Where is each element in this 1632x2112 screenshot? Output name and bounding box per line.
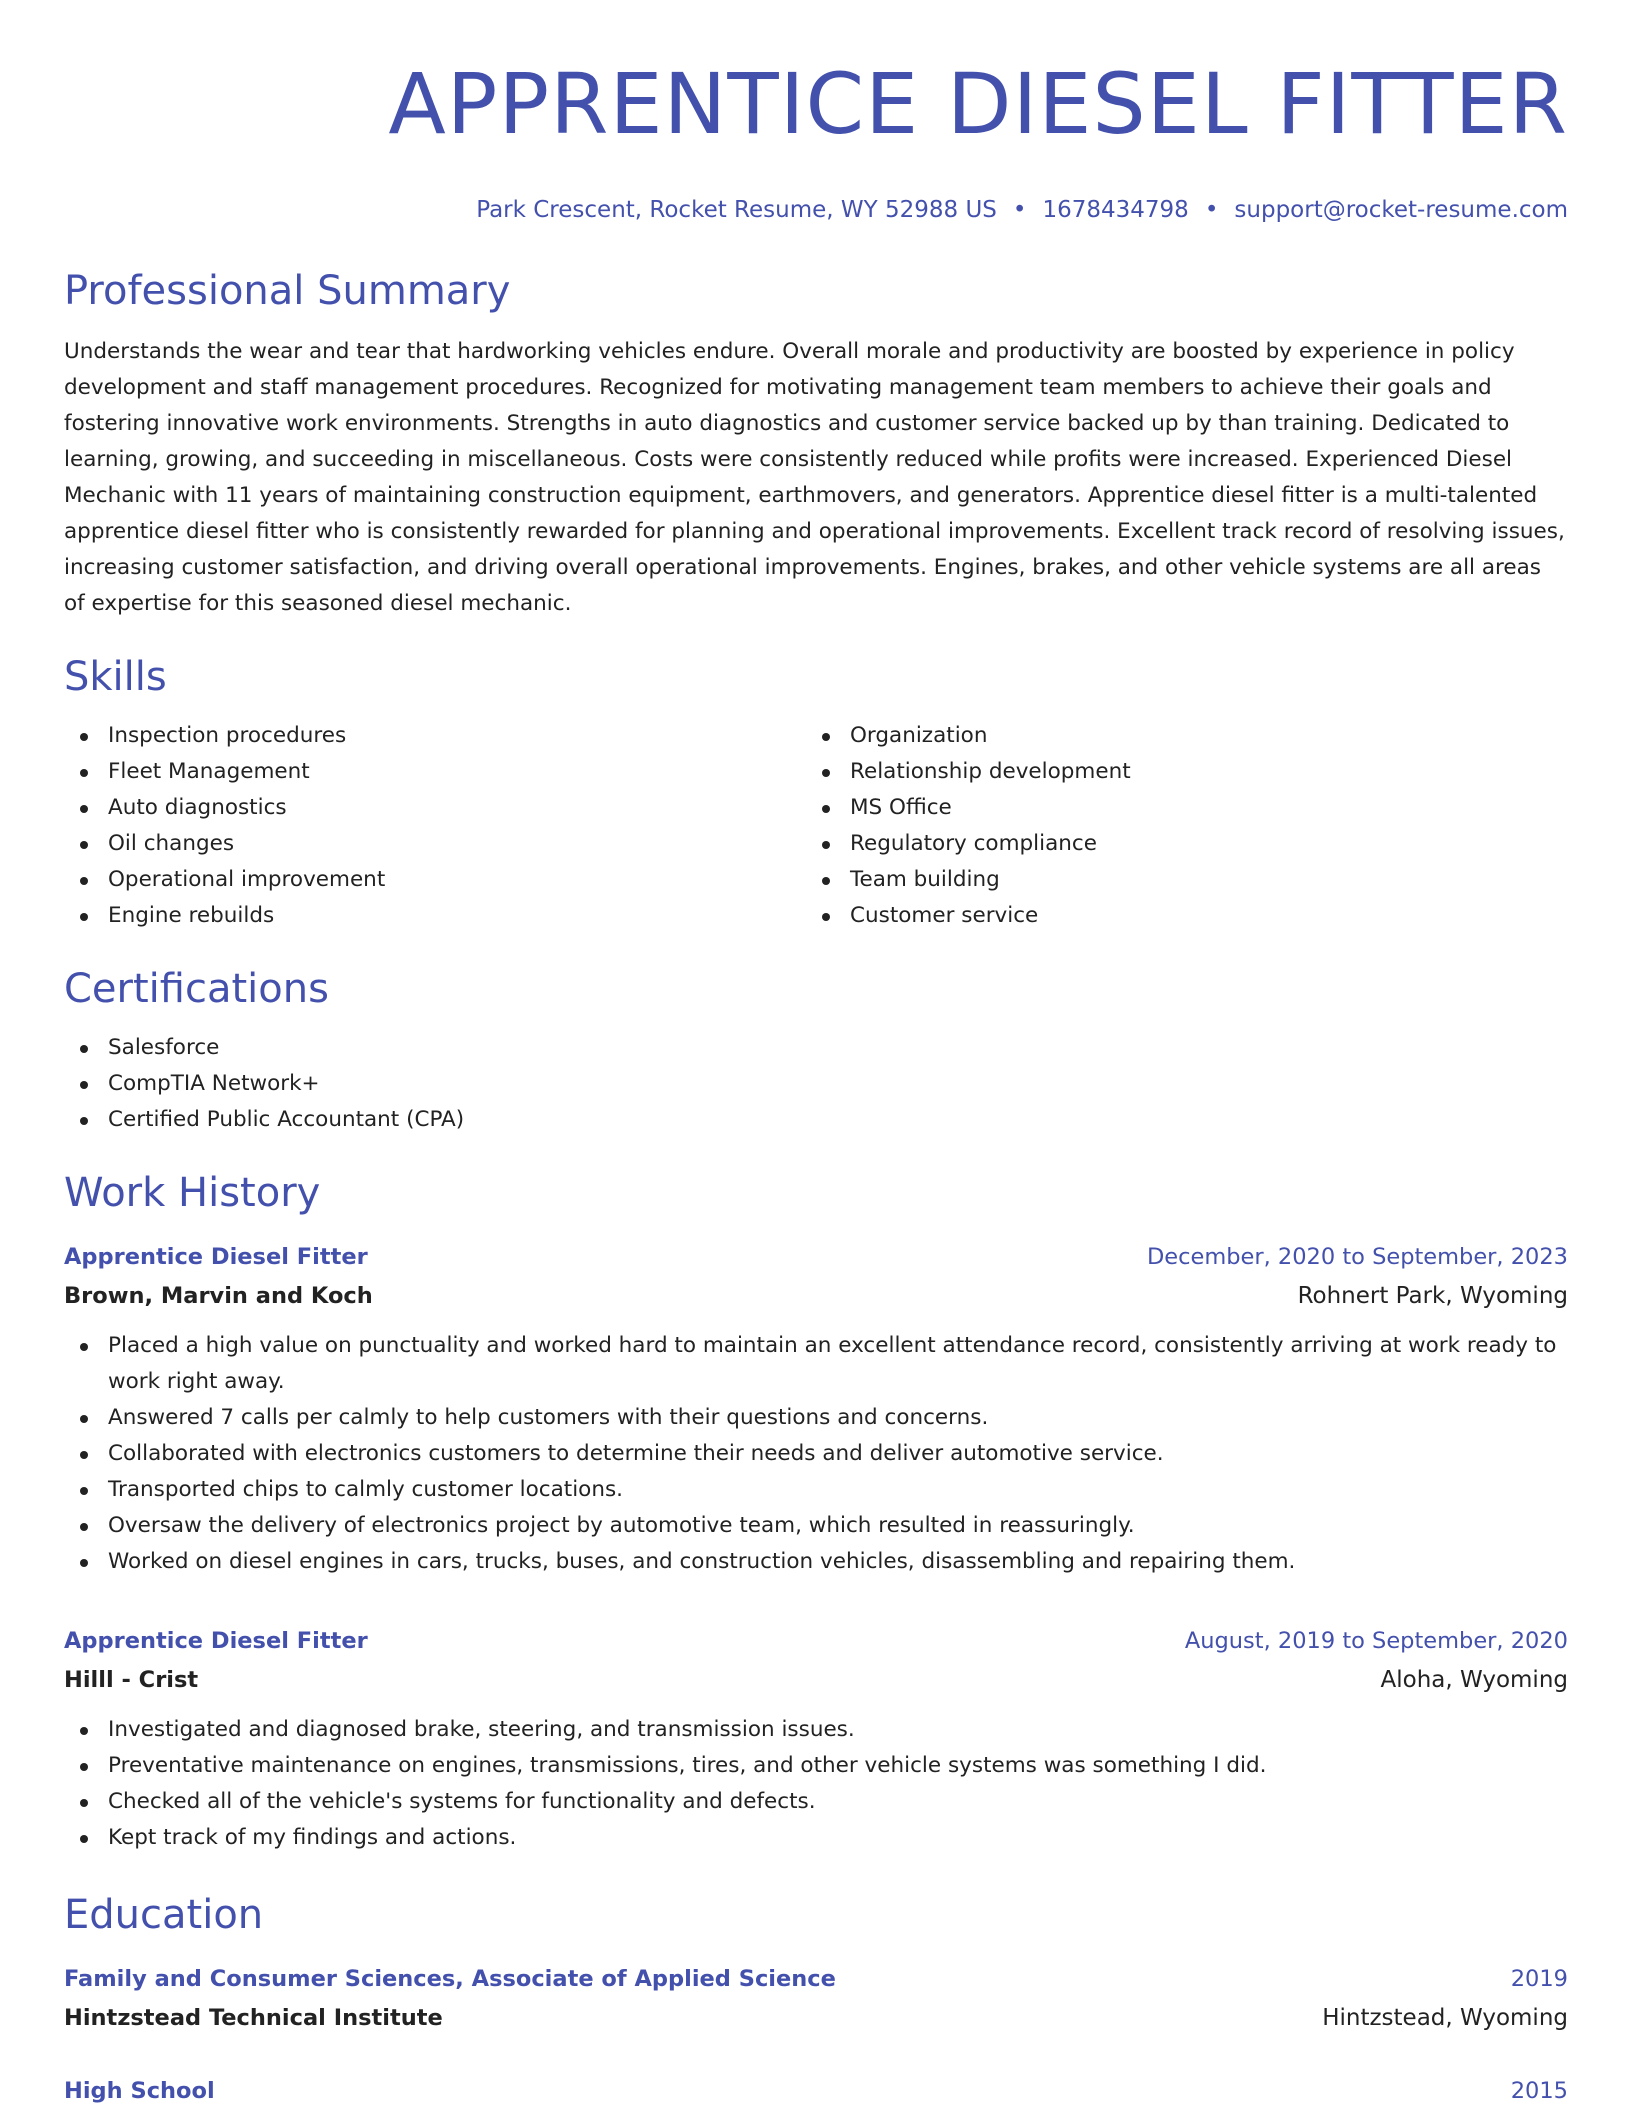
education-entry bbox=[64, 1960, 1568, 2038]
summary-text: Understands the wear and tear that hardworking vehicles endure. Overall morale and productivity are boosted by experience in policy development and staff management procedures. Recognized for motivating management team members to achieve their goals and fostering innovative work environments. Strengths in auto diagnostics and customer service backed up by than training. Dedicated to learning, growing, and succeeding in miscellaneous. Costs were consistently reduced while profits were increased. Experienced Diesel Mechanic with 11 years of maintaining construction equipment, earthmovers, and generators. Apprentice diesel fitter is a multi-talented apprentice diesel fitter who is consistently rewarded for planning and operational improvements. Excellent track record of resolving issues, increasing customer satisfaction, and driving overall operational improvements. Engines, brakes, and other vehicle systems are all areas of expertise for this seasoned diesel mechanic. bbox=[64, 339, 1565, 616]
skill-item: MS Office bbox=[806, 790, 1548, 826]
phone: 1678434798 bbox=[1042, 197, 1189, 223]
graduation-year: 2019 bbox=[1510, 1966, 1568, 1992]
school-name: Hintzstead Technical Institute bbox=[64, 2005, 443, 2031]
skill-item: Operational improvement bbox=[64, 862, 806, 898]
certifications-list bbox=[64, 1030, 1568, 1138]
skill-item: Fleet Management bbox=[64, 754, 806, 790]
job-entry bbox=[64, 1238, 1568, 1580]
address: Park Crescent, Rocket Resume, WY 52988 US bbox=[476, 197, 997, 223]
duty-item: Worked on diesel engines in cars, trucks, buses, and construction vehicles, disassembling and repairing them. bbox=[64, 1544, 1568, 1580]
skill-item: Customer service bbox=[806, 898, 1548, 934]
contact-separator: • bbox=[1012, 197, 1027, 223]
contact-line bbox=[64, 194, 1568, 226]
company-name: Brown, Marvin and Koch bbox=[64, 1283, 373, 1309]
education-entry bbox=[64, 2072, 1568, 2110]
duty-item: Checked all of the vehicle's systems for functionality and defects. bbox=[64, 1784, 1568, 1820]
contact-separator: • bbox=[1204, 197, 1219, 223]
duty-item: Transported chips to calmly customer locations. bbox=[64, 1472, 1568, 1508]
duty-item: Oversaw the delivery of electronics project by automotive team, which resulted in reassuringly. bbox=[64, 1508, 1568, 1544]
skill-item: Relationship development bbox=[806, 754, 1548, 790]
work-history-heading: Work History bbox=[64, 1170, 321, 1216]
skill-item: Inspection procedures bbox=[64, 718, 806, 754]
duty-item: Investigated and diagnosed brake, steering, and transmission issues. bbox=[64, 1712, 1568, 1748]
certifications-heading: Certifications bbox=[64, 966, 329, 1012]
duty-item: Kept track of my findings and actions. bbox=[64, 1820, 1568, 1856]
email-link[interactable]: support@rocket-resume.com bbox=[1234, 197, 1568, 223]
job-entry bbox=[64, 1622, 1568, 1856]
duty-item: Answered 7 calls per calmly to help customers with their questions and concerns. bbox=[64, 1400, 1568, 1436]
degree-title: High School bbox=[64, 2078, 215, 2104]
skills-heading: Skills bbox=[64, 654, 167, 700]
company-name: Hilll - Crist bbox=[64, 1667, 199, 1693]
skill-item: Team building bbox=[806, 862, 1548, 898]
skills-column-left bbox=[64, 718, 806, 934]
education-heading: Education bbox=[64, 1892, 264, 1938]
duty-item: Preventative maintenance on engines, transmissions, tires, and other vehicle systems was something I did. bbox=[64, 1748, 1568, 1784]
certification-item: Salesforce bbox=[64, 1030, 1568, 1066]
duty-item: Collaborated with electronics customers to determine their needs and deliver automotive service. bbox=[64, 1436, 1568, 1472]
job-location: Aloha, Wyoming bbox=[1380, 1667, 1568, 1693]
degree-title: Family and Consumer Sciences, Associate of Applied Science bbox=[64, 1966, 836, 1992]
job-dates: August, 2019 to September, 2020 bbox=[1184, 1628, 1568, 1654]
graduation-year: 2015 bbox=[1510, 2078, 1568, 2104]
skill-item: Regulatory compliance bbox=[806, 826, 1548, 862]
job-location: Rohnert Park, Wyoming bbox=[1297, 1283, 1568, 1309]
skill-item: Oil changes bbox=[64, 826, 806, 862]
candidate-name: APPRENTICE DIESEL FITTER bbox=[388, 55, 1568, 153]
certification-item: Certified Public Accountant (CPA) bbox=[64, 1102, 1568, 1138]
job-duties bbox=[64, 1328, 1568, 1580]
skills-column-right bbox=[806, 718, 1548, 934]
job-dates: December, 2020 to September, 2023 bbox=[1146, 1244, 1568, 1270]
skill-item: Organization bbox=[806, 718, 1548, 754]
certification-item: CompTIA Network+ bbox=[64, 1066, 1568, 1102]
skills-list bbox=[64, 718, 1568, 934]
job-title: Apprentice Diesel Fitter bbox=[64, 1244, 368, 1270]
summary-heading: Professional Summary bbox=[64, 268, 511, 314]
duty-item: Placed a high value on punctuality and worked hard to maintain an excellent attendance record, consistently arriving at work ready to work right away. bbox=[64, 1328, 1568, 1400]
skill-item: Auto diagnostics bbox=[64, 790, 806, 826]
job-title: Apprentice Diesel Fitter bbox=[64, 1628, 368, 1654]
school-location: Hintzstead, Wyoming bbox=[1322, 2005, 1568, 2031]
skill-item: Engine rebuilds bbox=[64, 898, 806, 934]
job-duties bbox=[64, 1712, 1568, 1856]
